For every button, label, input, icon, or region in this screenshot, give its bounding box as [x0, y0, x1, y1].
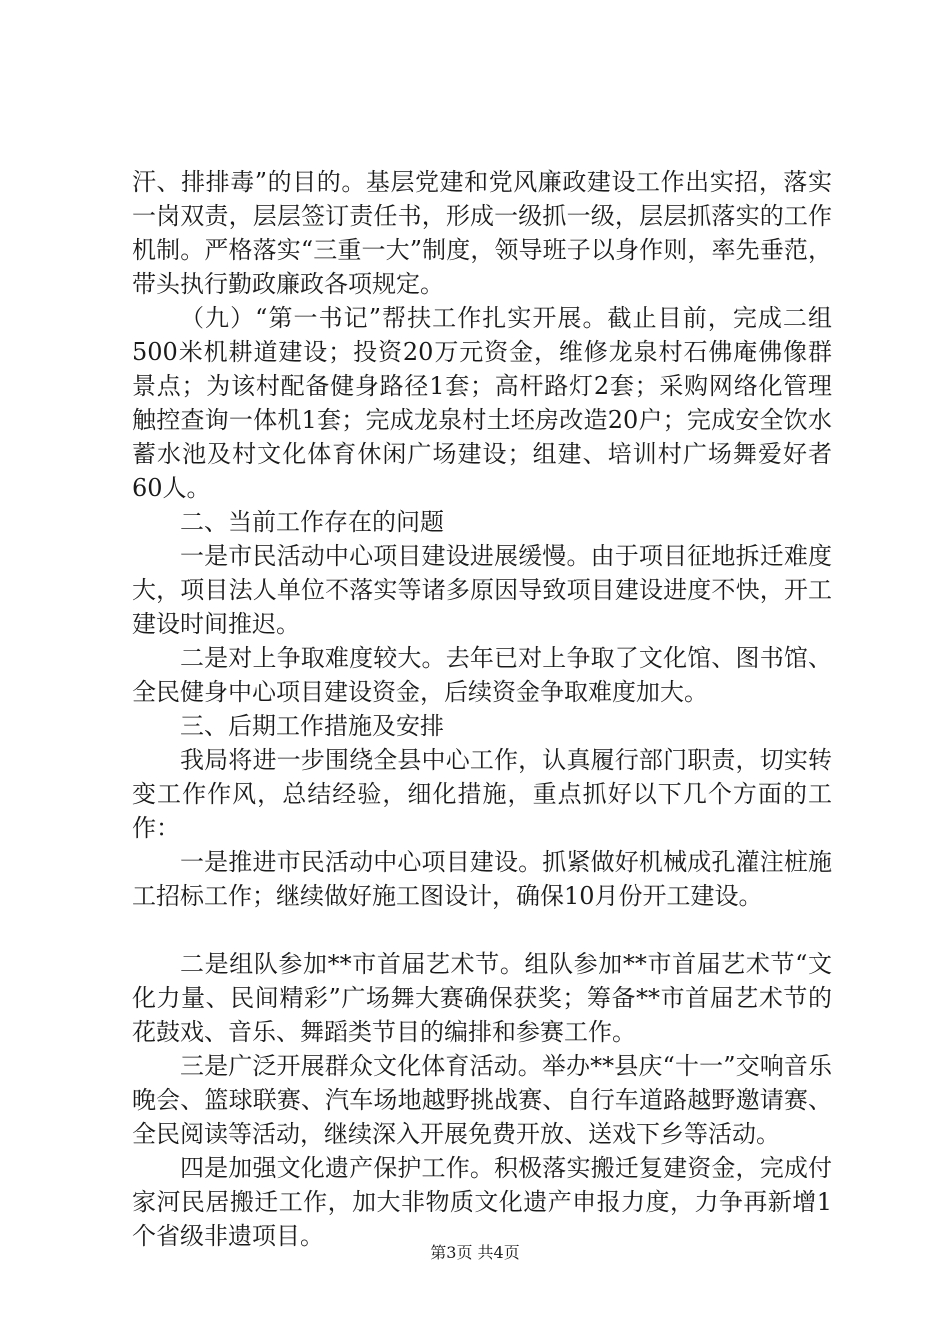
heading-current-problems: 二、当前工作存在的问题 [180, 508, 444, 536]
paragraph-measure-two: 二是组队参加**市首届艺术节。组队参加**市首届艺术节“文化力量、民间精彩”广场舞大赛确保获奖；筹备**市首届艺术节的花鼓戏、音乐、舞蹈类节目的编排和参赛工作。 [132, 950, 832, 1046]
paragraph-measure-three: 三是广泛开展群众文化体育活动。举办**县庆“十一”交响音乐晚会、篮球联赛、汽车场地越野挑战赛、自行车道路越野邀请赛、全民阅读等活动，继续深入开展免费开放、送戏下乡等活动。 [132, 1052, 832, 1148]
paragraph-measures-intro: 我局将进一步围绕全县中心工作，认真履行部门职责，切实转变工作作风，总结经验，细化措施，重点抓好以下几个方面的工作： [132, 746, 832, 842]
paragraph-problem-one: 一是市民活动中心项目建设进展缓慢。由于项目征地拆迁难度大，项目法人单位不落实等诸多原因导致项目建设进度不快，开工建设时间推迟。 [132, 542, 832, 638]
paragraph-problem-two: 二是对上争取难度较大。去年已对上争取了文化馆、图书馆、全民健身中心项目建设资金，后续资金争取难度加大。 [132, 644, 832, 706]
paragraph-measure-one: 一是推进市民活动中心项目建设。抓紧做好机械成孔灌注桩施工招标工作；继续做好施工图设计，确保10月份开工建设。 [132, 848, 832, 910]
paragraph-first-secretary: （九）“第一书记”帮扶工作扎实开展。截止目前，完成二组500米机耕道建设；投资20万元资金，维修龙泉村石佛庵佛像群景点；为该村配备健身路径1套；高杆路灯2套；采购网络化管理触控查询一体机1套；完成龙泉村土坯房改造20户；完成安全饮水蓄水池及村文化体育休闲广场建设；组建、培训村广场舞爱好者60人。 [132, 304, 832, 502]
heading-later-measures: 三、后期工作措施及安排 [180, 712, 444, 740]
document-body [132, 165, 832, 1253]
paragraph-measure-four: 四是加强文化遗产保护工作。积极落实搬迁复建资金，完成付家河民居搬迁工作，加大非物质文化遗产申报力度，力争再新增1个省级非遗项目。 [132, 1154, 832, 1250]
page-number-footer: 第3页 共4页 [430, 1243, 520, 1262]
paragraph-party-building: 汗、排排毒”的目的。基层党建和党风廉政建设工作出实招，落实一岗双责，层层签订责任书，形成一级抓一级，层层抓落实的工作机制。严格落实“三重一大”制度，领导班子以身作则，率先垂范，带头执行勤政廉政各项规定。 [132, 168, 832, 298]
blank-line [132, 913, 832, 947]
